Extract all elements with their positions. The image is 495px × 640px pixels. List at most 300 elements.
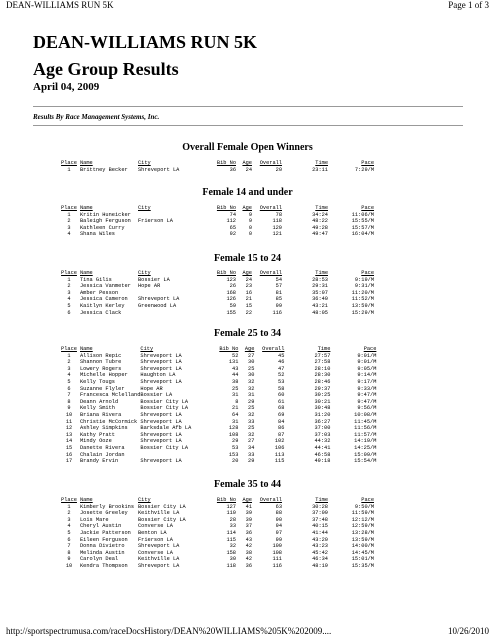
- cell-bib-no: 33: [229, 523, 236, 530]
- cell-city: [138, 225, 216, 232]
- cell-name: Kritin Huneicker: [80, 211, 131, 218]
- cell-pace: 10:08/M: [354, 411, 377, 418]
- column-header-age: Age: [242, 497, 252, 503]
- cell-time: 29:37: [314, 385, 331, 392]
- column-header-time: Time: [317, 346, 331, 352]
- cell-pace: 9:47/M: [357, 392, 377, 399]
- cell-city: Keithville LA: [138, 510, 180, 517]
- cell-pace: 7:29/M: [354, 166, 374, 173]
- cell-overall: 63: [275, 503, 282, 510]
- column-header-pace: Pace: [363, 346, 377, 352]
- cell-pace: 16:04/M: [351, 231, 374, 238]
- cell-pace: 9:05/M: [357, 365, 377, 372]
- table-row: [58, 523, 374, 530]
- cell-overall: 68: [278, 405, 285, 412]
- cell-city: Bossier City LA: [140, 405, 189, 412]
- column-header-age: Age: [242, 205, 252, 211]
- cell-pace: 15:35/M: [351, 562, 374, 569]
- table-header-row: [58, 497, 374, 504]
- column-header-bib-no: Bib No: [216, 270, 236, 276]
- cell-time: 49:18: [314, 458, 331, 465]
- cell-pace: 11:45/M: [354, 418, 377, 425]
- cell-bib-no: 127: [226, 503, 236, 510]
- cell-bib-no: 92: [229, 231, 236, 238]
- cell-time: 23:11: [312, 166, 328, 173]
- cell-city: Bossier City LA: [138, 516, 186, 523]
- column-header-city: City: [138, 205, 151, 211]
- column-header-age: Age: [242, 160, 252, 166]
- cell-city: Shreveport LA: [140, 352, 182, 359]
- cell-bib-no: 31: [232, 418, 239, 425]
- cell-bib-no: 53: [232, 444, 239, 451]
- column-header-name: Name: [80, 270, 93, 276]
- cell-time: 36:40: [312, 296, 328, 303]
- cell-place: 11: [65, 418, 73, 425]
- cell-overall: 113: [274, 451, 285, 458]
- cell-age: 0: [248, 231, 252, 238]
- cell-overall: 118: [272, 218, 282, 225]
- footer-url: http://sportspectrumusa.com/raceDocsHistory/DEAN%20WILLIAMS%205K%202009....: [6, 626, 332, 636]
- cell-pace: 11:56/M: [354, 425, 377, 432]
- table-header-row: [58, 270, 374, 277]
- cell-age: 21: [245, 296, 252, 303]
- cell-city: Shreveport LA: [138, 166, 180, 173]
- cell-bib-no: 115: [226, 536, 236, 543]
- cell-place: 1: [67, 211, 71, 218]
- cell-city: Shreveport LA: [140, 411, 182, 418]
- cell-time: 43:21: [312, 302, 328, 309]
- table-row: [58, 379, 376, 386]
- cell-time: 30:25: [314, 392, 331, 399]
- cell-age: 9: [248, 211, 252, 218]
- cell-name: Kelly Tougs: [80, 378, 115, 385]
- cell-place: 10: [65, 411, 73, 418]
- cell-name: Baleigh Ferguson: [80, 218, 131, 225]
- table-row: [58, 296, 374, 303]
- table-row: [58, 556, 374, 563]
- cell-time: 37:00: [314, 425, 331, 432]
- cell-age: 34: [248, 444, 255, 451]
- cell-age: 39: [245, 510, 252, 517]
- table-row: [58, 563, 374, 570]
- cell-name: Allison Repic: [80, 352, 122, 359]
- cell-time: 37:48: [312, 516, 328, 523]
- cell-name: Mindy Ooze: [80, 438, 112, 445]
- column-header-overall: Overall: [262, 346, 285, 352]
- cell-age: 30: [248, 359, 255, 366]
- cell-name: Jessica Vanmeter: [80, 283, 131, 290]
- cell-time: 30:48: [314, 405, 331, 412]
- cell-city: Barksdale Afb LA: [140, 425, 192, 432]
- cell-name: Danette Rivera: [80, 444, 125, 451]
- cell-age: 41: [245, 503, 252, 510]
- cell-city: Converse LA: [138, 523, 173, 530]
- column-header-city: City: [140, 346, 154, 352]
- cell-age: 42: [245, 556, 252, 563]
- cell-pace: 12:12/M: [351, 516, 374, 523]
- table-row: [58, 452, 376, 459]
- table-header-row: [58, 346, 376, 353]
- cell-city: [138, 310, 216, 317]
- cell-time: 35:07: [312, 289, 328, 296]
- cell-pace: 15:55/M: [351, 218, 374, 225]
- cell-city: Shreveport LA: [140, 359, 182, 366]
- column-header-name: Name: [80, 497, 93, 503]
- table-row: [58, 504, 374, 511]
- cell-bib-no: 153: [228, 451, 239, 458]
- cell-overall: 84: [278, 418, 285, 425]
- cell-city: [138, 212, 216, 219]
- cell-place: 3: [67, 516, 71, 523]
- table-row: [58, 537, 374, 544]
- cell-place: 13: [65, 431, 73, 438]
- column-header-time: Time: [315, 497, 328, 503]
- cell-age: 15: [245, 302, 252, 309]
- cell-overall: 87: [278, 431, 285, 438]
- cell-place: 9: [67, 405, 71, 412]
- cell-name: Eileen Ferguson: [80, 536, 128, 543]
- cell-city: Frierson LA: [138, 218, 173, 225]
- cell-name: Josette Greeley: [80, 510, 128, 517]
- cell-time: 30:21: [314, 398, 331, 405]
- cell-overall: 45: [278, 352, 285, 359]
- column-header-overall: Overall: [259, 160, 282, 166]
- cell-name: Deann Arnold: [80, 398, 119, 405]
- column-header-bib-no: Bib No: [216, 497, 236, 503]
- cell-overall: 46: [278, 359, 285, 366]
- cell-bib-no: 118: [226, 562, 236, 569]
- cell-age: 23: [245, 283, 252, 290]
- section-title: Female 14 and under: [202, 187, 293, 198]
- cell-place: 1: [67, 503, 71, 510]
- cell-name: Briana Rivera: [80, 411, 122, 418]
- cell-place: 1: [67, 352, 71, 359]
- cell-overall: 47: [278, 365, 285, 372]
- cell-bib-no: 74: [229, 211, 236, 218]
- cell-pace: 11:06/M: [351, 211, 374, 218]
- table-row: [58, 550, 374, 557]
- cell-age: 22: [245, 309, 252, 316]
- cell-overall: 116: [272, 309, 282, 316]
- cell-pace: 14:00/M: [351, 543, 374, 550]
- table-row: [58, 310, 374, 317]
- cell-pace: 15:01/M: [351, 556, 374, 563]
- table-header-row: [58, 160, 374, 167]
- cell-city: Frierson LA: [138, 536, 173, 543]
- table-row: [58, 419, 376, 426]
- column-header-overall: Overall: [259, 205, 282, 211]
- column-header-time: Time: [315, 205, 328, 211]
- cell-name: Brittney Becker: [80, 166, 128, 173]
- table-row: [58, 517, 374, 524]
- table-row: [58, 277, 374, 284]
- cell-bib-no: 21: [232, 405, 239, 412]
- cell-city: Shreveport LA: [138, 296, 180, 303]
- cell-age: 27: [248, 438, 255, 445]
- cell-name: Carolyn Deal: [80, 556, 119, 563]
- column-header-place: Place: [61, 205, 77, 211]
- cell-age: 36: [245, 562, 252, 569]
- cell-place: 16: [65, 451, 73, 458]
- table-row: [58, 218, 374, 225]
- footer-date: 10/26/2010: [447, 626, 489, 636]
- cell-time: 31:20: [314, 411, 331, 418]
- divider: [33, 125, 463, 126]
- cell-city: [140, 452, 218, 459]
- cell-age: 36: [245, 529, 252, 536]
- table-row: [58, 372, 376, 379]
- column-header-time: Time: [315, 270, 328, 276]
- cell-overall: 120: [272, 224, 282, 231]
- cell-time: 28:46: [314, 378, 331, 385]
- cell-time: 43:23: [312, 543, 328, 550]
- results-table: [58, 346, 376, 465]
- cell-age: 29: [248, 458, 255, 465]
- cell-age: 30: [248, 372, 255, 379]
- cell-city: Converse LA: [138, 549, 173, 556]
- results-table: [58, 270, 374, 316]
- cell-overall: 61: [278, 398, 285, 405]
- cell-age: 39: [245, 516, 252, 523]
- cell-place: 3: [67, 289, 71, 296]
- results-table: [58, 160, 374, 173]
- cell-time: 37:03: [314, 431, 331, 438]
- cell-age: 25: [248, 405, 255, 412]
- cell-city: Shreveport LA: [140, 431, 182, 438]
- cell-place: 4: [67, 523, 71, 530]
- cell-place: 7: [67, 543, 71, 550]
- cell-overall: 106: [274, 444, 285, 451]
- table-row: [58, 445, 376, 452]
- cell-city: Shreveport LA: [138, 562, 180, 569]
- table-row: [58, 353, 376, 360]
- cell-overall: 121: [272, 231, 282, 238]
- table-row: [58, 510, 374, 517]
- cell-time: 36:27: [314, 418, 331, 425]
- cell-city: Benton LA: [138, 529, 167, 536]
- cell-name: Kathleen Curry: [80, 224, 125, 231]
- cell-name: Chalain Jordan: [80, 451, 125, 458]
- cell-bib-no: 36: [229, 166, 236, 173]
- cell-overall: 99: [275, 302, 282, 309]
- cell-time: 46:58: [314, 451, 331, 458]
- table-row: [58, 392, 376, 399]
- cell-overall: 99: [275, 536, 282, 543]
- cell-pace: 11:52/M: [351, 296, 374, 303]
- cell-age: 43: [245, 536, 252, 543]
- cell-age: 25: [248, 365, 255, 372]
- column-header-pace: Pace: [361, 205, 374, 211]
- cell-pace: 11:59/M: [351, 510, 374, 517]
- cell-city: Bossier City LA: [140, 398, 189, 405]
- column-header-city: City: [138, 497, 151, 503]
- cell-overall: 111: [272, 556, 282, 563]
- cell-bib-no: 25: [232, 385, 239, 392]
- cell-place: 2: [67, 359, 71, 366]
- cell-bib-no: 158: [226, 549, 236, 556]
- cell-time: 27:57: [314, 352, 331, 359]
- cell-overall: 20: [275, 166, 282, 173]
- cell-overall: 81: [275, 289, 282, 296]
- cell-age: 9: [248, 218, 252, 225]
- section-title: Female 35 to 44: [214, 479, 281, 490]
- cell-city: Shreveport LA: [140, 378, 182, 385]
- cell-name: Kelly Smith: [80, 405, 115, 412]
- column-header-place: Place: [61, 497, 77, 503]
- section-title: Female 15 to 24: [214, 253, 281, 264]
- cell-time: 48:19: [312, 562, 328, 569]
- cell-overall: 60: [278, 392, 285, 399]
- cell-time: 49:47: [312, 231, 328, 238]
- cell-name: Brandy Ervin: [80, 458, 119, 465]
- cell-time: 28:30: [314, 372, 331, 379]
- cell-overall: 94: [275, 523, 282, 530]
- cell-city: Hope AR: [140, 385, 163, 392]
- cell-time: 27:58: [314, 359, 331, 366]
- cell-age: 32: [248, 385, 255, 392]
- cell-bib-no: 31: [232, 392, 239, 399]
- cell-pace: 14:45/M: [351, 549, 374, 556]
- cell-name: Donna Divietro: [80, 543, 125, 550]
- column-header-overall: Overall: [259, 497, 282, 503]
- column-header-time: Time: [315, 160, 328, 166]
- cell-time: 44:32: [314, 438, 331, 445]
- cell-time: 30:28: [312, 503, 328, 510]
- cell-overall: 90: [275, 516, 282, 523]
- table-row: [58, 303, 374, 310]
- cell-name: Shannon Tubre: [80, 359, 122, 366]
- cell-place: 3: [67, 365, 71, 372]
- cell-place: 7: [67, 392, 71, 399]
- cell-name: Kaitlyn Kerley: [80, 302, 125, 309]
- cell-name: Kimberly Brookins: [80, 503, 135, 510]
- table-row: [58, 366, 376, 373]
- table-row: [58, 386, 376, 393]
- cell-pace: 9:17/M: [357, 378, 377, 385]
- table-row: [58, 405, 376, 412]
- cell-bib-no: 30: [229, 556, 236, 563]
- cell-place: 4: [67, 372, 71, 379]
- cell-name: Lois Mare: [80, 516, 109, 523]
- cell-city: Shreveport LA: [140, 418, 182, 425]
- cell-city: [138, 231, 216, 238]
- cell-city: Shreveport LA: [140, 365, 182, 372]
- cell-name: Kendra Thompson: [80, 562, 128, 569]
- column-header-bib-no: Bib No: [219, 346, 239, 352]
- column-header-bib-no: Bib No: [216, 160, 236, 166]
- cell-place: 15: [65, 444, 73, 451]
- column-header-age: Age: [242, 270, 252, 276]
- cell-place: 6: [67, 385, 71, 392]
- cell-overall: 116: [272, 562, 282, 569]
- results-credit: Results By Race Management Systems, Inc.: [33, 113, 160, 121]
- cell-place: 2: [67, 283, 71, 290]
- cell-time: 46:34: [312, 556, 328, 563]
- cell-place: 17: [65, 458, 73, 465]
- cell-pace: 13:59/M: [351, 302, 374, 309]
- table-row: [58, 231, 374, 238]
- cell-place: 5: [67, 378, 71, 385]
- cell-age: 32: [248, 431, 255, 438]
- cell-name: Lowery Rogers: [80, 365, 122, 372]
- cell-overall: 69: [278, 411, 285, 418]
- cell-place: 2: [67, 218, 71, 225]
- cell-name: Jackie Patterson: [80, 529, 131, 536]
- cell-pace: 14:19/M: [354, 438, 377, 445]
- cell-overall: 52: [278, 372, 285, 379]
- cell-name: Michelle Hopper: [80, 372, 128, 379]
- column-header-name: Name: [80, 346, 93, 352]
- cell-age: 32: [248, 411, 255, 418]
- cell-place: 12: [65, 425, 73, 432]
- cell-city: Shreveport LA: [140, 458, 182, 465]
- cell-city: Shreveport LA: [140, 438, 182, 445]
- cell-city: Keithville LA: [138, 556, 180, 563]
- column-header-pace: Pace: [361, 270, 374, 276]
- cell-overall: 88: [275, 510, 282, 517]
- cell-age: 32: [248, 378, 255, 385]
- cell-name: Francesca Mclelland: [80, 392, 141, 399]
- section-title: Female 25 to 34: [214, 328, 281, 339]
- column-header-city: City: [138, 160, 151, 166]
- cell-city: Shreveport LA: [138, 543, 180, 550]
- cell-place: 4: [67, 296, 71, 303]
- cell-pace: 11:20/M: [351, 289, 374, 296]
- cell-pace: 14:25/M: [354, 444, 377, 451]
- cell-overall: 115: [274, 458, 285, 465]
- cell-overall: 57: [275, 283, 282, 290]
- table-row: [58, 412, 376, 419]
- cell-time: 28:53: [312, 276, 328, 283]
- cell-bib-no: 29: [232, 438, 239, 445]
- cell-place: 5: [67, 529, 71, 536]
- cell-city: Bossier LA: [140, 392, 173, 399]
- cell-name: Ashley Simpkins: [80, 425, 128, 432]
- header-page-number: Page 1 of 3: [448, 0, 489, 10]
- cell-overall: 53: [278, 378, 285, 385]
- cell-pace: 9:56/M: [357, 405, 377, 412]
- cell-age: 25: [248, 425, 255, 432]
- cell-pace: 9:47/M: [357, 398, 377, 405]
- cell-city: Greenwood LA: [138, 302, 177, 309]
- cell-time: 44:41: [314, 444, 331, 451]
- cell-city: Bossier City LA: [140, 444, 189, 451]
- cell-pace: 9:33/M: [357, 385, 377, 392]
- cell-age: 24: [245, 166, 252, 173]
- cell-pace: 13:28/M: [351, 529, 374, 536]
- cell-pace: 15:09/M: [354, 451, 377, 458]
- cell-place: 1: [67, 166, 71, 173]
- cell-name: Jessica Clack: [80, 309, 122, 316]
- cell-bib-no: 8: [235, 398, 239, 405]
- cell-place: 14: [65, 438, 73, 445]
- cell-overall: 58: [278, 385, 285, 392]
- cell-bib-no: 114: [226, 529, 236, 536]
- cell-city: [138, 290, 216, 297]
- cell-age: 0: [248, 224, 252, 231]
- cell-overall: 97: [275, 529, 282, 536]
- cell-place: 6: [67, 536, 71, 543]
- column-header-place: Place: [61, 270, 77, 276]
- cell-pace: 9:14/M: [357, 372, 377, 379]
- cell-age: 29: [248, 398, 255, 405]
- cell-city: Haughton LA: [140, 372, 176, 379]
- cell-bib-no: 59: [229, 302, 236, 309]
- cell-time: 37:09: [312, 510, 328, 517]
- column-header-pace: Pace: [361, 160, 374, 166]
- cell-pace: 11:57/M: [354, 431, 377, 438]
- document-subtitle: Age Group Results: [33, 59, 179, 79]
